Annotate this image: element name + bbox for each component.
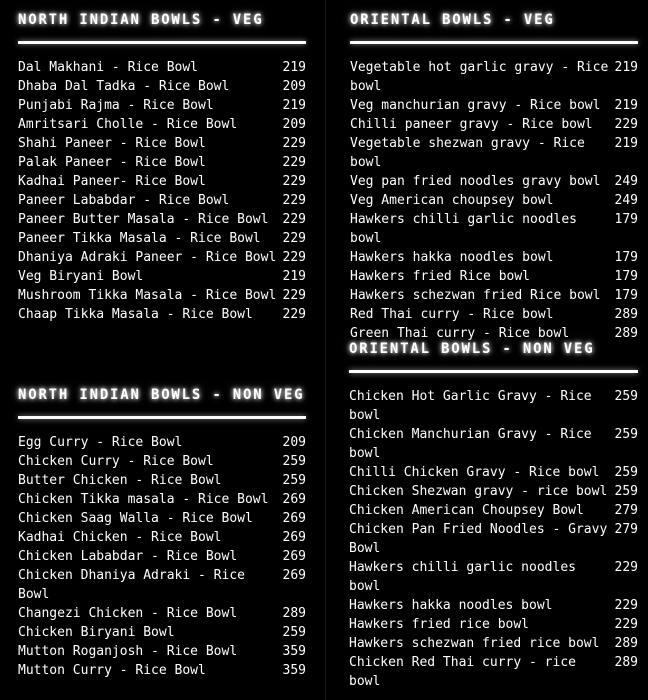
section-rule (18, 416, 306, 419)
menu-item (18, 267, 306, 286)
menu-item-price: 289 (614, 307, 638, 322)
menu-item-price: 259 (282, 625, 306, 640)
menu-item-price: 289 (614, 326, 638, 341)
menu-item-price: 179 (614, 212, 638, 227)
menu-item-name: Amritsari Cholle - Rice Bowl (18, 117, 238, 132)
menu-item (18, 96, 306, 115)
menu-item-name: Chilli paneer gravy - Rice bowl (350, 117, 593, 132)
menu-item (349, 558, 638, 596)
menu-item (349, 520, 638, 558)
section-title: NORTH INDIAN BOWLS - NON VEG (18, 387, 305, 403)
menu-item-name: Red Thai curry - Rice bowl (350, 307, 554, 322)
menu-item-price: 269 (282, 530, 306, 545)
menu-item (18, 153, 306, 172)
menu-item (350, 96, 638, 115)
menu-item-price: 229 (282, 174, 306, 189)
menu-item (349, 425, 638, 463)
menu-item-price: 259 (282, 454, 306, 469)
menu-item-price: 289 (282, 606, 306, 621)
menu-item-name: Chicken Tikka masala - Rice Bowl (18, 492, 269, 507)
menu-item-price: 259 (614, 465, 638, 480)
menu-item (350, 248, 638, 267)
menu-item (18, 623, 306, 642)
menu-item-price: 289 (614, 636, 638, 651)
menu-item-name: Mutton Roganjosh - Rice Bowl (18, 644, 238, 659)
menu-item-name: Paneer Tikka Masala - Rice Bowl (18, 231, 261, 246)
section-title: ORIENTAL BOWLS - VEG (350, 12, 555, 28)
menu-item-price: 219 (282, 60, 306, 75)
menu-item (18, 433, 306, 452)
menu-item-name: Veg Biryani Bowl (18, 269, 144, 284)
menu-item-name: Chilli Chicken Gravy - Rice bowl (349, 465, 600, 480)
menu-item-price: 219 (614, 98, 638, 113)
menu-item-name: Chicken Shezwan gravy - rice bowl (349, 484, 608, 499)
menu-item-name: Hawkers fried Rice bowl (350, 269, 531, 284)
menu-item (349, 387, 638, 425)
menu-item-name: Kadhai Chicken - Rice Bowl (18, 530, 222, 545)
menu-item (18, 286, 306, 305)
menu-item-price: 229 (282, 193, 306, 208)
menu-item-price: 229 (614, 617, 638, 632)
menu-item-name: Kadhai Paneer- Rice Bowl (18, 174, 206, 189)
menu-item-name: Hawkers chilli garlic noodles bowl (349, 560, 576, 594)
menu-item-name: Chicken Red Thai curry - rice bowl (349, 655, 576, 689)
menu-item-price: 179 (614, 269, 638, 284)
menu-item-name: Hawkers fried rice bowl (349, 617, 530, 632)
menu-item-price: 279 (614, 503, 638, 518)
menu-item-name: Mushroom Tikka Masala - Rice Bowl (18, 288, 277, 303)
menu-item-name: Paneer Butter Masala - Rice Bowl (18, 212, 269, 227)
menu-item-price: 279 (614, 522, 638, 537)
menu-item (349, 463, 638, 482)
menu-item-name: Hawkers chilli garlic noodles bowl (350, 212, 577, 246)
menu-item (350, 210, 638, 248)
menu-item (349, 653, 638, 691)
menu-item-price: 229 (282, 212, 306, 227)
section-title: ORIENTAL BOWLS - NON VEG (349, 341, 595, 357)
menu-item-name: Changezi Chicken - Rice Bowl (18, 606, 238, 621)
menu-item (349, 634, 638, 653)
menu-item-name: Mutton Curry - Rice Bowl (18, 663, 206, 678)
menu-item-price: 229 (614, 560, 638, 575)
menu-item (349, 596, 638, 615)
menu-item-price: 269 (282, 511, 306, 526)
menu-item-name: Veg manchurian gravy - Rice bowl (350, 98, 601, 113)
menu-item-name: Chicken Biryani Bowl (18, 625, 175, 640)
menu-item-price: 219 (282, 269, 306, 284)
menu-item-name: Chicken Saag Walla - Rice Bowl (18, 511, 253, 526)
menu-item (350, 58, 638, 96)
menu-item-price: 259 (614, 427, 638, 442)
menu-item-name: Chicken American Choupsey Bowl (349, 503, 584, 518)
menu-item (349, 615, 638, 634)
menu-item-price: 179 (614, 288, 638, 303)
column-divider (325, 0, 326, 700)
section-rule (349, 370, 638, 373)
menu-item-name: Chicken Curry - Rice Bowl (18, 454, 214, 469)
menu-item (18, 134, 306, 153)
menu-item-name: Green Thai curry - Rice bowl (350, 326, 570, 341)
menu-item (18, 452, 306, 471)
menu-item (18, 528, 306, 547)
menu-item-price: 209 (282, 79, 306, 94)
menu-item-name: Chicken Manchurian Gravy - Rice bowl (349, 427, 592, 461)
menu-item (18, 490, 306, 509)
item-list (349, 387, 638, 691)
section-title: NORTH INDIAN BOWLS - VEG (18, 12, 264, 28)
menu-item-price: 179 (614, 250, 638, 265)
menu-item (18, 58, 306, 77)
menu-item-price: 229 (282, 250, 306, 265)
menu-item-name: Dhaniya Adraki Paneer - Rice Bowl (18, 250, 277, 265)
menu-item-price: 289 (614, 655, 638, 670)
menu-item-price: 269 (282, 549, 306, 564)
menu-item (350, 115, 638, 134)
section-oriental-veg (350, 12, 638, 343)
menu-item-price: 229 (614, 598, 638, 613)
menu-item (350, 305, 638, 324)
menu-item-price: 229 (282, 136, 306, 151)
menu-item (349, 482, 638, 501)
menu-item (18, 661, 306, 680)
menu-item-name: Egg Curry - Rice Bowl (18, 435, 183, 450)
menu-item-name: Paneer Lababdar - Rice Bowl (18, 193, 230, 208)
menu-item-name: Veg pan fried noodles gravy bowl (350, 174, 601, 189)
menu-item-price: 219 (282, 98, 306, 113)
section-north-indian-non-veg (18, 387, 306, 680)
section-oriental-non-veg (349, 341, 638, 691)
menu-item-price: 259 (614, 484, 638, 499)
menu-item (18, 210, 306, 229)
menu-item-name: Shahi Paneer - Rice Bowl (18, 136, 206, 151)
menu-item-price: 249 (614, 174, 638, 189)
menu-item-name: Hawkers schezwan fried rice bowl (349, 636, 600, 651)
menu-item-name: Butter Chicken - Rice Bowl (18, 473, 222, 488)
menu-item-name: Chicken Pan Fried Noodles - Gravy Bowl (349, 522, 608, 556)
menu-item (18, 471, 306, 490)
menu-item-price: 219 (614, 60, 638, 75)
menu-item (18, 604, 306, 623)
menu-item-price: 359 (282, 644, 306, 659)
menu-item-price: 249 (614, 193, 638, 208)
menu-item-price: 209 (282, 435, 306, 450)
section-north-indian-veg (18, 12, 306, 324)
menu-item (350, 191, 638, 210)
menu-item-price: 359 (282, 663, 306, 678)
menu-item-name: Chicken Hot Garlic Gravy - Rice bowl (349, 389, 592, 423)
menu-item-name: Hawkers hakka noodles bowl (349, 598, 553, 613)
menu-item-name: Vegetable hot garlic gravy - Rice bowl (350, 60, 609, 94)
section-rule (18, 41, 306, 44)
menu-item (18, 191, 306, 210)
menu-item-price: 229 (282, 307, 306, 322)
menu-item (349, 501, 638, 520)
menu-item-price: 259 (614, 389, 638, 404)
menu-item (18, 642, 306, 661)
menu-item (350, 286, 638, 305)
menu-item-price: 229 (282, 155, 306, 170)
section-rule (350, 41, 638, 44)
menu-item-price: 209 (282, 117, 306, 132)
menu-item (18, 509, 306, 528)
menu-item (350, 267, 638, 286)
menu-item (18, 172, 306, 191)
item-list (350, 58, 638, 343)
menu-item-price: 259 (282, 473, 306, 488)
item-list (18, 433, 306, 680)
menu-item-name: Dhaba Dal Tadka - Rice Bowl (18, 79, 230, 94)
menu-item-price: 229 (614, 117, 638, 132)
menu-item-name: Hawkers hakka noodles bowl (350, 250, 554, 265)
menu-item (18, 115, 306, 134)
menu-item (18, 305, 306, 324)
menu-item (18, 248, 306, 267)
menu-item-name: Vegetable shezwan gravy - Rice bowl (350, 136, 585, 170)
menu-item-price: 219 (614, 136, 638, 151)
menu-item-name: Palak Paneer - Rice Bowl (18, 155, 206, 170)
menu-item-name: Chicken Dhaniya Adraki - Rice Bowl (18, 568, 245, 602)
menu-item (18, 566, 306, 604)
item-list (18, 58, 306, 324)
menu-item-name: Hawkers schezwan fried Rice bowl (350, 288, 601, 303)
menu-item (18, 229, 306, 248)
menu-item-price: 229 (282, 231, 306, 246)
menu-item-price: 269 (282, 568, 306, 583)
menu-item (18, 547, 306, 566)
menu-item-name: Chaap Tikka Masala - Rice Bowl (18, 307, 253, 322)
menu-item-price: 269 (282, 492, 306, 507)
menu-item-price: 229 (282, 288, 306, 303)
menu-item-name: Chicken Lababdar - Rice Bowl (18, 549, 238, 564)
menu-item (350, 172, 638, 191)
menu-item-name: Dal Makhani - Rice Bowl (18, 60, 199, 75)
menu-item (18, 77, 306, 96)
menu-item-name: Veg American choupsey bowl (350, 193, 554, 208)
menu-item-name: Punjabi Rajma - Rice Bowl (18, 98, 214, 113)
menu-item (350, 134, 638, 172)
